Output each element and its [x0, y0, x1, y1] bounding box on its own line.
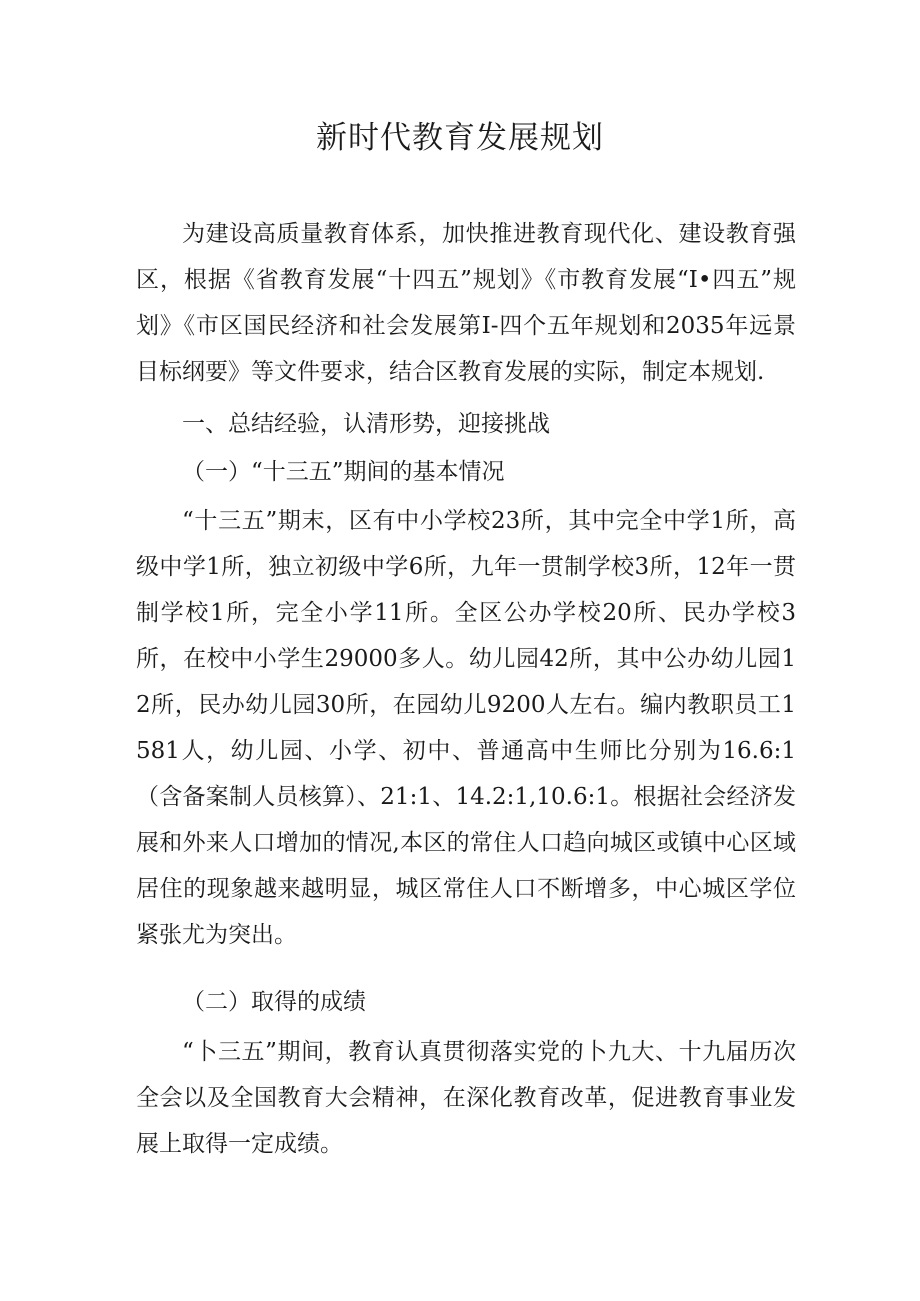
subsection-heading-2: （二）取得的成绩	[182, 989, 366, 1015]
intro-paragraph: 为建设高质量教育体系，加快推进教育现代化、建设教育强区，根据《省教育发展“十四五”规划》《市教育发展“I•四五”规划》《市区国民经济和社会发展第I-四个五年规划和2035年远景目标纲要》等文件要求，结合区教育发展的实际，制定本规划.	[136, 221, 796, 385]
section-heading-1: 一、总结经验，认清形势，迎接挑战	[182, 411, 550, 437]
document-title: 新时代教育发展规划	[316, 120, 604, 156]
subsection-heading-1: （一）“十三五”期间的基本情况	[182, 459, 505, 485]
subsection-paragraph-2: “卜三五”期间，教育认真贯彻落实党的卜九大、十九届历次全会以及全国教育大会精神，在深化教育改革，促进教育事业发展上取得一定成绩。	[136, 1039, 796, 1157]
subsection-paragraph-1: “十三五”期末，区有中小学校23所，其中完全中学1所，高级中学1所，独立初级中学6所，九年一贯制学校3所，12年一贯制学校1所，完全小学11所。全区公办学校20所、民办学校3所，在校中小学生29000多人。幼儿园42所，其中公办幼儿园12所，民办幼儿园30所，在园幼儿9200人左右。编内教职员工1581人，幼儿园、小学、初中、普通高中生师比分别为16.6:1（含备案制人员核算）、21:1、14.2:1,10.6:1。根据社会经济发展和外来人口增加的情况,本区的常住人口趋向城区或镇中心区域居住的现象越来越明显，城区常住人口不断增多，中心城区学位紧张尤为突出。	[136, 508, 796, 948]
